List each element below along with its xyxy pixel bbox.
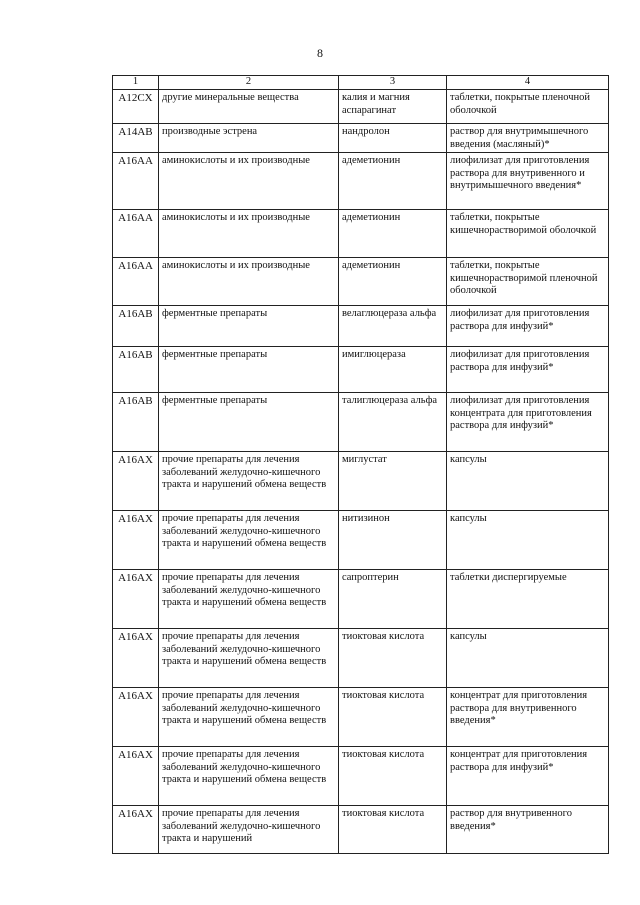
dosage-form-cell-text: концентрат для приготовления раствора для инфузий* — [450, 749, 588, 773]
table-row — [113, 688, 609, 747]
column-header: 4 — [447, 76, 609, 90]
table-row — [113, 806, 609, 854]
substance-cell-text: велаглюцераза альфа — [342, 308, 437, 320]
group-cell-text: прочие препараты для лечения заболеваний желудочно-кишечного тракта и нарушений обмена веществ — [162, 690, 327, 727]
table-row — [113, 258, 609, 306]
atc-code-cell-text: A16AX — [118, 572, 153, 585]
substance-cell — [339, 747, 447, 806]
column-header: 1 — [113, 76, 159, 90]
dosage-form-cell — [447, 258, 609, 306]
substance-cell-text: тиоктовая кислота — [342, 631, 425, 643]
dosage-form-cell — [447, 393, 609, 452]
dosage-form-cell — [447, 347, 609, 393]
table-body — [113, 90, 609, 854]
dosage-form-cell — [447, 306, 609, 347]
group-cell-text: прочие препараты для лечения заболеваний желудочно-кишечного тракта и нарушений обмена веществ — [162, 513, 327, 550]
substance-cell-text: нандролон — [342, 126, 390, 137]
substance-cell — [339, 124, 447, 153]
group-cell — [159, 747, 339, 806]
dosage-form-cell-text: капсулы — [450, 513, 487, 525]
atc-code-cell-text: A16AA — [118, 260, 153, 273]
substance-cell — [339, 153, 447, 210]
group-cell — [159, 258, 339, 306]
drug-list-table — [112, 75, 609, 854]
atc-code-cell-text: A16AB — [118, 349, 153, 362]
group-cell — [159, 452, 339, 511]
group-cell — [159, 688, 339, 747]
group-cell-text: производные эстрена — [162, 126, 258, 137]
atc-code-cell-text: A16AA — [118, 155, 153, 168]
dosage-form-cell-text: таблетки диспергируемые — [450, 572, 567, 584]
substance-cell-text: адеметионин — [342, 155, 401, 167]
table-row — [113, 747, 609, 806]
group-cell-text: ферментные препараты — [162, 308, 268, 320]
dosage-form-cell-text: таблетки, покрытые пленочной оболочкой — [450, 92, 591, 116]
group-cell-text: прочие препараты для лечения заболеваний желудочно-кишечного тракта и нарушений обмена веществ — [162, 572, 327, 609]
dosage-form-cell-text: лиофилизат для приготовления раствора для инфузий* — [450, 349, 590, 373]
table-row — [113, 153, 609, 210]
substance-cell-text: нитизинон — [342, 513, 390, 525]
substance-cell — [339, 347, 447, 393]
group-cell — [159, 629, 339, 688]
atc-code-cell — [113, 511, 159, 570]
atc-code-cell — [113, 570, 159, 629]
dosage-form-cell — [447, 210, 609, 258]
column-header: 2 — [159, 76, 339, 90]
dosage-form-cell-text: лиофилизат для приготовления концентрата для приготовления раствора для инфузий* — [450, 395, 592, 432]
atc-code-cell — [113, 747, 159, 806]
group-cell — [159, 306, 339, 347]
dosage-form-cell — [447, 570, 609, 629]
substance-cell — [339, 210, 447, 258]
atc-code-cell — [113, 210, 159, 258]
table-row — [113, 90, 609, 124]
atc-code-cell — [113, 629, 159, 688]
group-cell-text: ферментные препараты — [162, 395, 268, 407]
substance-cell-text: тиоктовая кислота — [342, 808, 425, 820]
dosage-form-cell — [447, 629, 609, 688]
table-row — [113, 124, 609, 153]
dosage-form-cell — [447, 452, 609, 511]
atc-code-cell — [113, 124, 159, 153]
atc-code-cell — [113, 452, 159, 511]
dosage-form-cell-text: таблетки, покрытые кишечнорастворимой оболочкой — [450, 212, 597, 236]
substance-cell — [339, 806, 447, 854]
group-cell — [159, 90, 339, 124]
substance-cell-text: тиоктовая кислота — [342, 749, 425, 761]
substance-cell-text: талиглюцераза альфа — [342, 395, 438, 407]
group-cell-text: прочие препараты для лечения заболеваний желудочно-кишечного тракта и нарушений обмена веществ — [162, 454, 327, 491]
dosage-form-cell — [447, 511, 609, 570]
atc-code-cell-text: A16AB — [118, 395, 153, 408]
substance-cell — [339, 688, 447, 747]
substance-cell-text: имиглюцераза — [342, 349, 406, 361]
dosage-form-cell-text: лиофилизат для приготовления раствора для инфузий* — [450, 308, 590, 332]
atc-code-cell-text: A16AX — [118, 513, 153, 526]
group-cell-text: аминокислоты и их производные — [162, 212, 310, 224]
substance-cell — [339, 306, 447, 347]
atc-code-cell-text: A16AX — [118, 749, 153, 762]
atc-code-cell — [113, 306, 159, 347]
group-cell — [159, 511, 339, 570]
dosage-form-cell-text: раствор для внутримышечного введения (масляный)* — [450, 126, 589, 150]
atc-code-cell-text: A16AX — [118, 631, 153, 644]
atc-code-cell-text: A16AX — [118, 808, 153, 821]
dosage-form-cell — [447, 747, 609, 806]
page-number: 8 — [317, 46, 323, 60]
dosage-form-cell-text: лиофилизат для приготовления раствора для внутривенного и внутримышечного введения* — [450, 155, 590, 192]
dosage-form-cell-text: капсулы — [450, 454, 487, 466]
atc-code-cell — [113, 258, 159, 306]
table-row — [113, 306, 609, 347]
dosage-form-cell — [447, 688, 609, 747]
atc-code-cell — [113, 688, 159, 747]
header-row — [113, 76, 609, 90]
substance-cell-text: адеметионин — [342, 212, 401, 224]
table-row — [113, 393, 609, 452]
substance-cell — [339, 393, 447, 452]
substance-cell-text: тиоктовая кислота — [342, 690, 425, 702]
group-cell — [159, 153, 339, 210]
substance-cell-text: калия и магния аспарагинат — [342, 92, 410, 116]
atc-code-cell-text: A16AB — [118, 308, 153, 321]
dosage-form-cell — [447, 124, 609, 153]
group-cell-text: прочие препараты для лечения заболеваний желудочно-кишечного тракта и нарушений обмена веществ — [162, 749, 327, 786]
table-row — [113, 629, 609, 688]
group-cell-text: аминокислоты и их производные — [162, 260, 310, 272]
substance-cell — [339, 90, 447, 124]
substance-cell-text: сапроптерин — [342, 572, 399, 584]
substance-cell-text: адеметионин — [342, 260, 401, 272]
group-cell — [159, 393, 339, 452]
atc-code-cell-text: A16AX — [118, 454, 153, 467]
atc-code-cell — [113, 90, 159, 124]
atc-code-cell — [113, 153, 159, 210]
dosage-form-cell — [447, 806, 609, 854]
table-row — [113, 570, 609, 629]
group-cell — [159, 210, 339, 258]
dosage-form-cell-text: раствор для внутривенного введения* — [450, 808, 572, 832]
atc-code-cell-text: A16AA — [118, 212, 153, 225]
group-cell — [159, 124, 339, 153]
substance-cell — [339, 258, 447, 306]
substance-cell-text: миглустат — [342, 454, 387, 466]
group-cell-text: аминокислоты и их производные — [162, 155, 310, 167]
group-cell — [159, 806, 339, 854]
group-cell — [159, 347, 339, 393]
atc-code-cell — [113, 806, 159, 854]
dosage-form-cell — [447, 90, 609, 124]
dosage-form-cell — [447, 153, 609, 210]
dosage-form-cell-text: концентрат для приготовления раствора для внутривенного введения* — [450, 690, 588, 727]
atc-code-cell-text: A16AX — [118, 690, 153, 703]
column-header: 3 — [339, 76, 447, 90]
table-row — [113, 347, 609, 393]
table-row — [113, 452, 609, 511]
atc-code-cell — [113, 347, 159, 393]
group-cell-text: ферментные препараты — [162, 349, 268, 361]
atc-code-cell-text: A12CX — [118, 92, 153, 104]
dosage-form-cell-text: капсулы — [450, 631, 487, 643]
substance-cell — [339, 629, 447, 688]
substance-cell — [339, 511, 447, 570]
group-cell — [159, 570, 339, 629]
atc-code-cell — [113, 393, 159, 452]
group-cell-text: другие минеральные вещества — [162, 92, 299, 103]
substance-cell — [339, 570, 447, 629]
table-row — [113, 511, 609, 570]
atc-code-cell-text: A14AB — [118, 126, 153, 138]
group-cell-text: прочие препараты для лечения заболеваний желудочно-кишечного тракта и нарушений обмена веществ — [162, 631, 327, 668]
group-cell-text: прочие препараты для лечения заболеваний желудочно-кишечного тракта и нарушений — [162, 808, 321, 845]
table-row — [113, 210, 609, 258]
substance-cell — [339, 452, 447, 511]
dosage-form-cell-text: таблетки, покрытые кишечнорастворимой пленочной оболочкой — [450, 260, 598, 297]
